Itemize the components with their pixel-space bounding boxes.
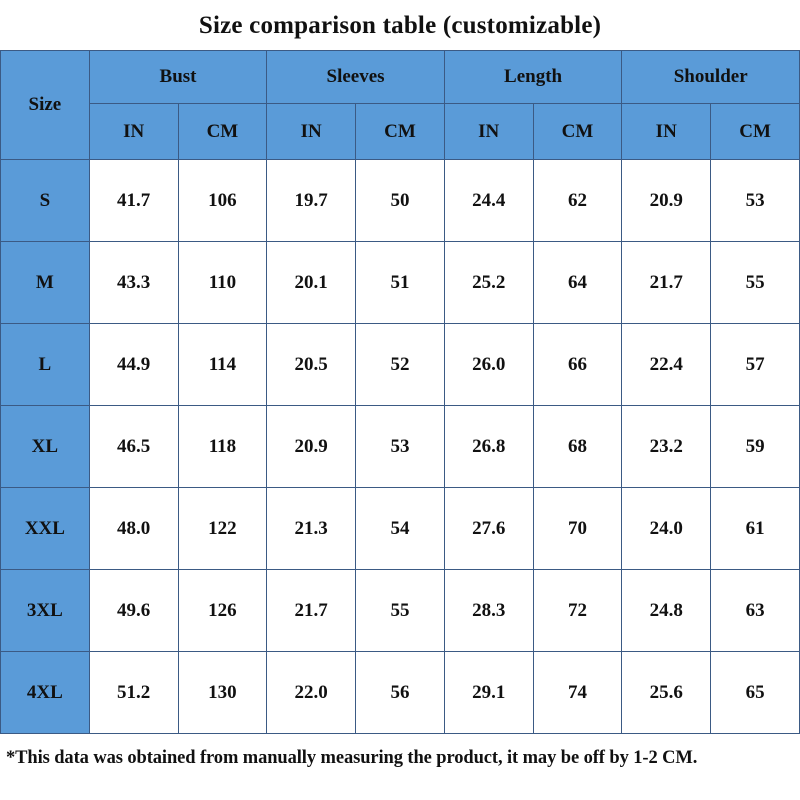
row-label-size: 4XL xyxy=(1,652,90,734)
cell-shoulder-cm: 57 xyxy=(711,324,800,406)
table-row xyxy=(1,488,800,570)
column-group-sleeves: Sleeves xyxy=(267,51,445,104)
cell-length-cm: 70 xyxy=(533,488,622,570)
cell-bust-cm: 130 xyxy=(178,652,267,734)
cell-length-in: 29.1 xyxy=(444,652,533,734)
cell-shoulder-cm: 55 xyxy=(711,242,800,324)
cell-shoulder-cm: 59 xyxy=(711,406,800,488)
page-title: Size comparison table (customizable) xyxy=(198,12,602,39)
column-group-bust: Bust xyxy=(89,51,267,104)
cell-length-in: 26.8 xyxy=(444,406,533,488)
cell-bust-cm: 106 xyxy=(178,160,267,242)
cell-shoulder-cm: 53 xyxy=(711,160,800,242)
row-label-size: S xyxy=(1,160,90,242)
cell-sleeves-cm: 56 xyxy=(356,652,445,734)
cell-bust-in: 49.6 xyxy=(89,570,178,652)
cell-sleeves-in: 21.3 xyxy=(267,488,356,570)
cell-shoulder-in: 22.4 xyxy=(622,324,711,406)
cell-bust-in: 51.2 xyxy=(89,652,178,734)
cell-sleeves-in: 20.9 xyxy=(267,406,356,488)
cell-bust-cm: 114 xyxy=(178,324,267,406)
unit-header-shoulder-cm: CM xyxy=(711,104,800,160)
cell-sleeves-in: 19.7 xyxy=(267,160,356,242)
cell-shoulder-in: 25.6 xyxy=(622,652,711,734)
cell-bust-in: 44.9 xyxy=(89,324,178,406)
cell-shoulder-in: 24.0 xyxy=(622,488,711,570)
column-group-length: Length xyxy=(444,51,622,104)
unit-header-bust-in: IN xyxy=(89,104,178,160)
cell-sleeves-cm: 52 xyxy=(356,324,445,406)
table-row xyxy=(1,570,800,652)
row-label-size: XL xyxy=(1,406,90,488)
table-row xyxy=(1,324,800,406)
cell-shoulder-in: 20.9 xyxy=(622,160,711,242)
table-row xyxy=(1,242,800,324)
table-header-group-row xyxy=(1,51,800,104)
unit-header-length-cm: CM xyxy=(533,104,622,160)
unit-header-sleeves-cm: CM xyxy=(356,104,445,160)
row-label-size: 3XL xyxy=(1,570,90,652)
table-row xyxy=(1,406,800,488)
cell-length-in: 26.0 xyxy=(444,324,533,406)
table-header-unit-row xyxy=(1,104,800,160)
row-label-size: M xyxy=(1,242,90,324)
cell-bust-in: 46.5 xyxy=(89,406,178,488)
cell-shoulder-in: 23.2 xyxy=(622,406,711,488)
column-header-size: Size xyxy=(1,51,90,160)
table-row xyxy=(1,652,800,734)
cell-length-cm: 66 xyxy=(533,324,622,406)
unit-header-shoulder-in: IN xyxy=(622,104,711,160)
cell-sleeves-cm: 53 xyxy=(356,406,445,488)
cell-bust-in: 43.3 xyxy=(89,242,178,324)
cell-length-cm: 62 xyxy=(533,160,622,242)
unit-header-bust-cm: CM xyxy=(178,104,267,160)
cell-sleeves-cm: 54 xyxy=(356,488,445,570)
cell-sleeves-in: 20.5 xyxy=(267,324,356,406)
cell-bust-cm: 126 xyxy=(178,570,267,652)
cell-length-cm: 68 xyxy=(533,406,622,488)
cell-sleeves-cm: 51 xyxy=(356,242,445,324)
cell-length-in: 25.2 xyxy=(444,242,533,324)
unit-header-sleeves-in: IN xyxy=(267,104,356,160)
cell-bust-in: 41.7 xyxy=(89,160,178,242)
cell-shoulder-cm: 61 xyxy=(711,488,800,570)
cell-length-cm: 64 xyxy=(533,242,622,324)
cell-length-cm: 74 xyxy=(533,652,622,734)
cell-sleeves-in: 20.1 xyxy=(267,242,356,324)
cell-shoulder-cm: 63 xyxy=(711,570,800,652)
cell-bust-cm: 110 xyxy=(178,242,267,324)
cell-length-in: 28.3 xyxy=(444,570,533,652)
cell-sleeves-in: 22.0 xyxy=(267,652,356,734)
row-label-size: L xyxy=(1,324,90,406)
unit-header-length-in: IN xyxy=(444,104,533,160)
measurement-disclaimer: *This data was obtained from manually measuring the product, it may be off by 1-2 CM. xyxy=(6,748,698,768)
column-group-shoulder: Shoulder xyxy=(622,51,800,104)
row-label-size: XXL xyxy=(1,488,90,570)
cell-shoulder-cm: 65 xyxy=(711,652,800,734)
cell-sleeves-cm: 50 xyxy=(356,160,445,242)
cell-sleeves-cm: 55 xyxy=(356,570,445,652)
cell-length-cm: 72 xyxy=(533,570,622,652)
table-row xyxy=(1,160,800,242)
cell-length-in: 27.6 xyxy=(444,488,533,570)
cell-shoulder-in: 24.8 xyxy=(622,570,711,652)
cell-bust-cm: 122 xyxy=(178,488,267,570)
cell-sleeves-in: 21.7 xyxy=(267,570,356,652)
cell-length-in: 24.4 xyxy=(444,160,533,242)
cell-bust-in: 48.0 xyxy=(89,488,178,570)
cell-shoulder-in: 21.7 xyxy=(622,242,711,324)
size-comparison-table xyxy=(0,50,800,734)
cell-bust-cm: 118 xyxy=(178,406,267,488)
